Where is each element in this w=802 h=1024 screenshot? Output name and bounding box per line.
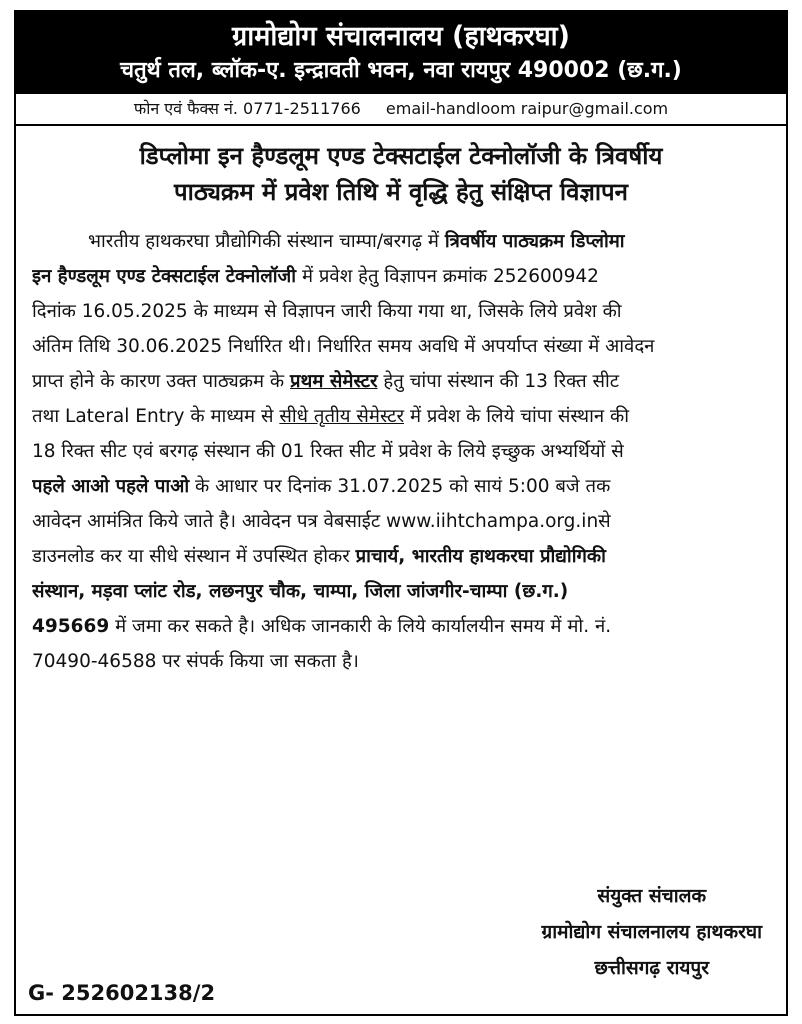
- body-line-2: [32, 259, 770, 294]
- reference-number: G- 252602138/2: [28, 981, 216, 1005]
- body-line-13: 70490-46588 पर संपर्क किया जा सकता है।: [32, 651, 359, 672]
- body-line-5: [32, 364, 770, 399]
- body-text-segment: प्राप्त होने के कारण उक्त पाठ्यक्रम के: [32, 371, 291, 392]
- body-text-segment: डाउनलोड कर या सीधे संस्थान में उपस्थित होकर: [32, 546, 356, 567]
- body-text-segment: के आधार पर दिनांक 31.07.2025 को सायं 5:00 बजे तक: [189, 476, 611, 497]
- notice-heading: [16, 126, 786, 218]
- body-text-segment: हेतु चांपा संस्थान की 13 रिक्त सीट: [377, 371, 620, 392]
- body-line-4: अंतिम तिथि 30.06.2025 निर्धारित थी। निर्धारित समय अवधि में अपर्याप्त संख्या में आवेदन: [32, 336, 655, 357]
- course-name-bold: त्रिवर्षीय पाठ्यक्रम डिप्लोमा: [444, 231, 625, 252]
- department-address: चतुर्थ तल, ब्लॉक-ए. इन्द्रावती भवन, नवा रायपुर 490002 (छ.ग.): [120, 58, 682, 83]
- body-text-segment: में जमा कर सकते है। अधिक जानकारी के लिये कार्यालयीन समय में मो. नं.: [109, 616, 612, 637]
- header-bar: [16, 12, 786, 94]
- advertisement-frame: [14, 10, 788, 1016]
- signatory-place: छत्तीसगढ़ रायपुर: [594, 957, 709, 979]
- email-address: email-handloom raipur@gmail.com: [385, 99, 669, 118]
- signatory-office: ग्रामोद्योग संचालनालय हाथकरघा: [541, 921, 762, 943]
- signature-block: [542, 878, 762, 986]
- body-line-11: संस्थान, मड़वा प्लांट रोड, लछनपुर चौक, चाम्पा, जिला जांजगीर-चाम्पा (छ.ग.): [32, 581, 569, 602]
- first-come-first-serve-bold: पहले आओ पहले पाओ: [32, 476, 190, 497]
- signatory-designation: संयुक्त संचालक: [597, 885, 707, 907]
- contact-line: [16, 94, 786, 126]
- notice-heading-line-2: पाठ्यक्रम में प्रवेश तिथि में वृद्धि हेतु संक्षिप्त विज्ञापन: [173, 178, 629, 206]
- body-line-3: दिनांक 16.05.2025 के माध्यम से विज्ञापन जारी किया गया था, जिसके लिये प्रवेश की: [32, 301, 622, 322]
- notice-body: [16, 218, 786, 679]
- body-line-10: [32, 539, 770, 574]
- principal-address-bold: प्राचार्य, भारतीय हाथकरघा प्रौद्योगिकी: [355, 546, 606, 567]
- body-line-1: [32, 224, 770, 259]
- body-text-segment: में प्रवेश के लिये चांपा संस्थान की: [404, 406, 630, 427]
- body-line-12: [32, 609, 770, 644]
- body-text-segment: तथा Lateral Entry के माध्यम से: [32, 406, 280, 427]
- first-semester-highlight: प्रथम सेमेस्टर: [290, 371, 378, 392]
- course-name-bold: इन हैण्डलूम एण्ड टेक्सटाईल टेक्नोलॉजी: [32, 266, 297, 287]
- pincode-bold: 495669: [32, 616, 110, 637]
- third-semester-highlight: सीधे तृतीय सेमेस्टर: [279, 406, 405, 427]
- body-line-7: 18 रिक्त सीट एवं बरगढ़ संस्थान की 01 रिक्त सीट में प्रवेश के लिये इच्छुक अभ्यर्थियों से: [32, 441, 624, 462]
- body-line-6: [32, 399, 770, 434]
- notice-heading-line-1: डिप्लोमा इन हैण्डलूम एण्ड टेक्सटाईल टेक्नोलॉजी के त्रिवर्षीय: [139, 142, 663, 170]
- body-line-8: [32, 469, 770, 504]
- phone-fax: फोन एवं फैक्स नं. 0771-2511766: [133, 99, 361, 118]
- department-title: ग्रामोद्योग संचालनालय (हाथकरघा): [232, 21, 570, 52]
- body-line-9: आवेदन आमंत्रित किये जाते है। आवेदन पत्र वेबसाईट www.iihtchampa.org.inसे: [32, 511, 611, 532]
- body-text-segment: भारतीय हाथकरघा प्रौद्योगिकी संस्थान चाम्पा/बरगढ़ में: [88, 231, 445, 252]
- body-text-segment: में प्रवेश हेतु विज्ञापन क्रमांक 252600942: [296, 266, 599, 287]
